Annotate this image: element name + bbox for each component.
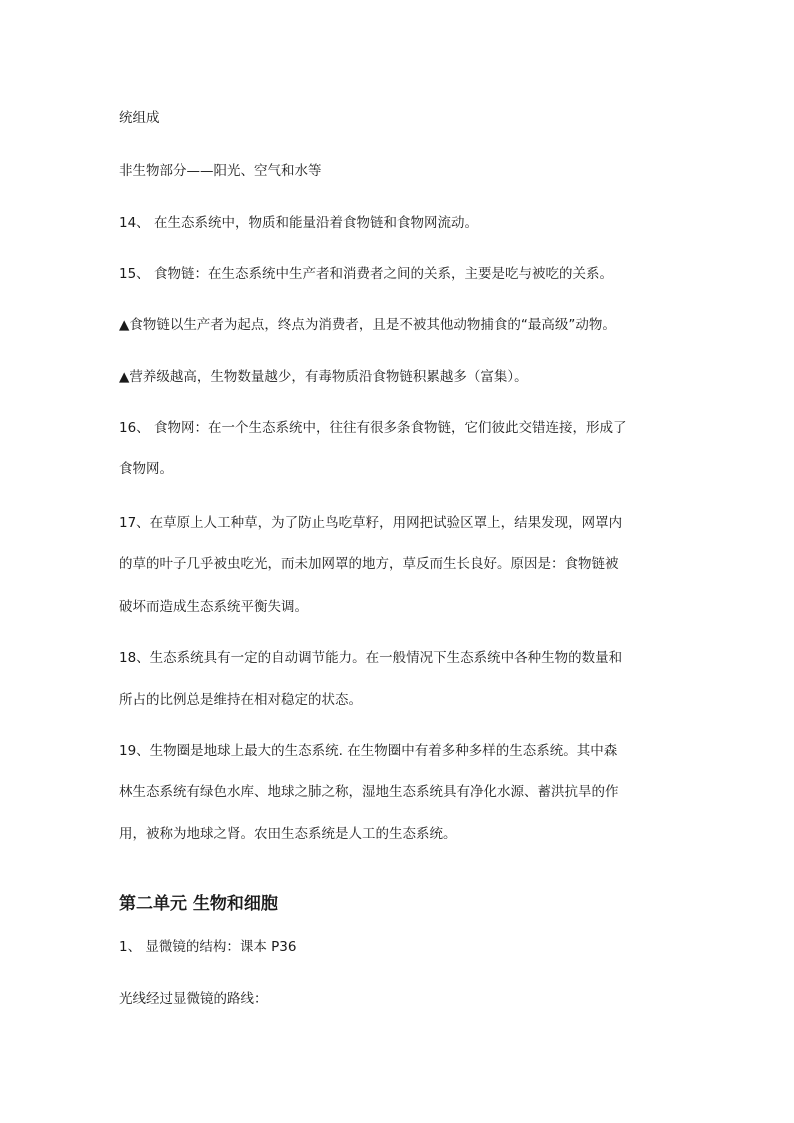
text-line-9: 17、在草原上人工种草，为了防止鸟吃草籽，用网把试验区罩上，结果发现，网罩内 [119,515,623,531]
text-line-14: 19、生物圈是地球上最大的生态系统. 在生物圈中有着多种多样的生态系统。其中森 [119,743,618,759]
text-line-11: 破坏而造成生态系统平衡失调。 [119,599,308,615]
text-line-18: 光线经过显微镜的路线： [119,991,268,1007]
text-line-7: 16、 食物网：在一个生态系统中，往往有很多条食物链，它们彼此交错连接，形成了 [119,420,627,436]
text-line-5: ▲食物链以生产者为起点，终点为消费者，且是不被其他动物捕食的“最高级”动物。 [119,317,616,333]
text-line-13: 所占的比例总是维持在相对稳定的状态。 [119,692,362,708]
text-line-8: 食物网。 [119,461,173,477]
text-line-4: 15、 食物链：在生态系统中生产者和消费者之间的关系，主要是吃与被吃的关系。 [119,266,613,282]
unit-heading: 第二单元 生物和细胞 [119,894,278,914]
text-line-17: 1、 显微镜的结构：课本 P36 [119,939,297,955]
text-line-3: 14、 在生态系统中，物质和能量沿着食物链和食物网流动。 [119,215,478,231]
text-line-2: 非生物部分——阳光、空气和水等 [119,163,322,179]
text-line-15: 林生态系统有绿色水库、地球之肺之称，湿地生态系统具有净化水源、蓄洪抗旱的作 [119,784,619,800]
text-line-12: 18、生态系统具有一定的自动调节能力。在一般情况下生态系统中各种生物的数量和 [119,650,623,666]
text-line-1: 统组成 [119,110,160,126]
text-line-6: ▲营养级越高，生物数量越少，有毒物质沿食物链积累越多（富集）。 [119,369,528,385]
text-line-10: 的草的叶子几乎被虫吃光，而未加网罩的地方，草反而生长良好。原因是：食物链被 [119,556,619,572]
text-line-16: 用，被称为地球之肾。农田生态系统是人工的生态系统。 [119,826,457,842]
